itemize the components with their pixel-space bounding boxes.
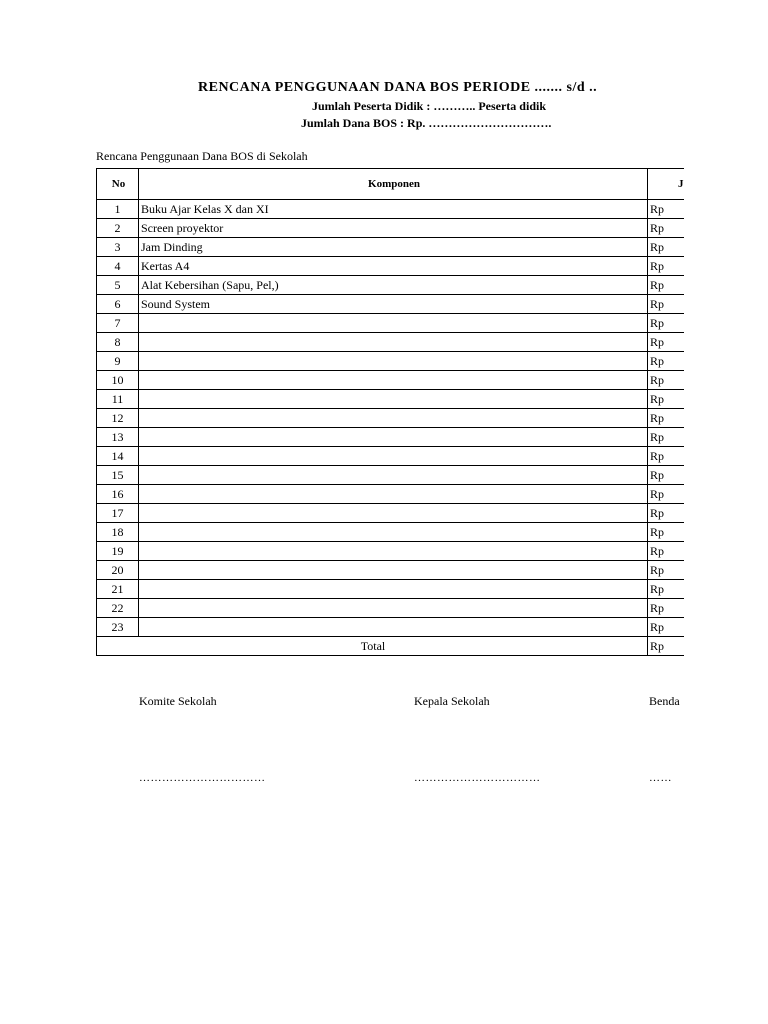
- table-row: [97, 561, 685, 580]
- row-rp: Rp: [648, 447, 685, 466]
- row-number: 16: [97, 485, 139, 504]
- signature-kepala-line: ……………………………: [414, 772, 541, 784]
- row-number: 21: [97, 580, 139, 599]
- row-number: 15: [97, 466, 139, 485]
- row-rp: Rp: [648, 200, 685, 219]
- budget-table: [96, 168, 684, 656]
- row-number: 10: [97, 371, 139, 390]
- table-row: [97, 352, 685, 371]
- table-row: [97, 238, 685, 257]
- header-no: No: [97, 169, 139, 200]
- row-rp: Rp: [648, 352, 685, 371]
- row-rp: Rp: [648, 485, 685, 504]
- row-komponen: [139, 466, 648, 485]
- row-komponen: [139, 618, 648, 637]
- table-row: [97, 333, 685, 352]
- row-rp: Rp: [648, 466, 685, 485]
- row-rp: Rp: [648, 504, 685, 523]
- signature-komite-line: ……………………………: [139, 772, 266, 784]
- row-komponen: [139, 428, 648, 447]
- table-row: [97, 504, 685, 523]
- row-komponen: [139, 580, 648, 599]
- row-komponen: [139, 409, 648, 428]
- jumlah-peserta-line: Jumlah Peserta Didik : ……….. Peserta didik: [312, 99, 546, 113]
- row-rp: Rp: [648, 561, 685, 580]
- row-number: 11: [97, 390, 139, 409]
- table-row: [97, 314, 685, 333]
- signature-komite-label: Komite Sekolah: [139, 694, 217, 708]
- table-row: [97, 523, 685, 542]
- row-komponen: [139, 371, 648, 390]
- row-number: 18: [97, 523, 139, 542]
- row-komponen: [139, 504, 648, 523]
- table-row: [97, 542, 685, 561]
- row-rp: Rp: [648, 295, 685, 314]
- row-komponen: [139, 523, 648, 542]
- row-number: 23: [97, 618, 139, 637]
- row-rp: Rp: [648, 257, 685, 276]
- row-rp: Rp: [648, 219, 685, 238]
- row-rp: Rp: [648, 428, 685, 447]
- signature-kepala-label: Kepala Sekolah: [414, 694, 490, 708]
- row-number: 6: [97, 295, 139, 314]
- row-komponen: Jam Dinding: [139, 238, 648, 257]
- table-header-row: [97, 169, 685, 200]
- table-row: [97, 276, 685, 295]
- row-number: 14: [97, 447, 139, 466]
- row-komponen: [139, 314, 648, 333]
- row-rp: Rp: [648, 409, 685, 428]
- row-number: 20: [97, 561, 139, 580]
- row-komponen: Buku Ajar Kelas X dan XI: [139, 200, 648, 219]
- total-rp: Rp: [648, 637, 685, 656]
- row-komponen: [139, 542, 648, 561]
- row-rp: Rp: [648, 599, 685, 618]
- row-number: 1: [97, 200, 139, 219]
- row-rp: Rp: [648, 542, 685, 561]
- row-komponen: [139, 352, 648, 371]
- table-row: [97, 295, 685, 314]
- row-rp: Rp: [648, 333, 685, 352]
- header-jumlah: J: [648, 169, 685, 200]
- row-komponen: [139, 485, 648, 504]
- signature-bendahara-line: ……: [649, 772, 672, 784]
- row-rp: Rp: [648, 523, 685, 542]
- row-number: 12: [97, 409, 139, 428]
- row-number: 13: [97, 428, 139, 447]
- row-komponen: Screen proyektor: [139, 219, 648, 238]
- table-row: [97, 409, 685, 428]
- signature-bendahara-label: Benda: [649, 694, 680, 708]
- table-row: [97, 599, 685, 618]
- row-number: 2: [97, 219, 139, 238]
- table-row: [97, 618, 685, 637]
- row-number: 3: [97, 238, 139, 257]
- table-row: [97, 580, 685, 599]
- table-row: [97, 485, 685, 504]
- row-komponen: [139, 599, 648, 618]
- row-komponen: [139, 390, 648, 409]
- header-komponen: Komponen: [139, 169, 648, 200]
- table-row: [97, 390, 685, 409]
- row-komponen: Sound System: [139, 295, 648, 314]
- row-komponen: [139, 561, 648, 580]
- row-rp: Rp: [648, 238, 685, 257]
- row-number: 9: [97, 352, 139, 371]
- total-row: [97, 637, 685, 656]
- table-row: [97, 200, 685, 219]
- jumlah-dana-line: Jumlah Dana BOS : Rp. ………………………….: [301, 116, 552, 130]
- table-body: [97, 200, 685, 637]
- table-row: [97, 447, 685, 466]
- table-row: [97, 428, 685, 447]
- row-komponen: [139, 333, 648, 352]
- row-number: 7: [97, 314, 139, 333]
- row-number: 4: [97, 257, 139, 276]
- row-number: 17: [97, 504, 139, 523]
- row-number: 5: [97, 276, 139, 295]
- row-komponen: Kertas A4: [139, 257, 648, 276]
- row-rp: Rp: [648, 618, 685, 637]
- row-number: 8: [97, 333, 139, 352]
- row-number: 19: [97, 542, 139, 561]
- table-row: [97, 219, 685, 238]
- row-rp: Rp: [648, 276, 685, 295]
- table-row: [97, 466, 685, 485]
- row-rp: Rp: [648, 314, 685, 333]
- row-rp: Rp: [648, 580, 685, 599]
- row-number: 22: [97, 599, 139, 618]
- row-rp: Rp: [648, 371, 685, 390]
- total-label: Total: [97, 637, 648, 656]
- row-komponen: Alat Kebersihan (Sapu, Pel,): [139, 276, 648, 295]
- row-komponen: [139, 447, 648, 466]
- table-row: [97, 257, 685, 276]
- document-title: RENCANA PENGGUNAAN DANA BOS PERIODE ....... s/d ..: [198, 80, 598, 95]
- table-row: [97, 371, 685, 390]
- table-caption: Rencana Penggunaan Dana BOS di Sekolah: [96, 149, 308, 163]
- row-rp: Rp: [648, 390, 685, 409]
